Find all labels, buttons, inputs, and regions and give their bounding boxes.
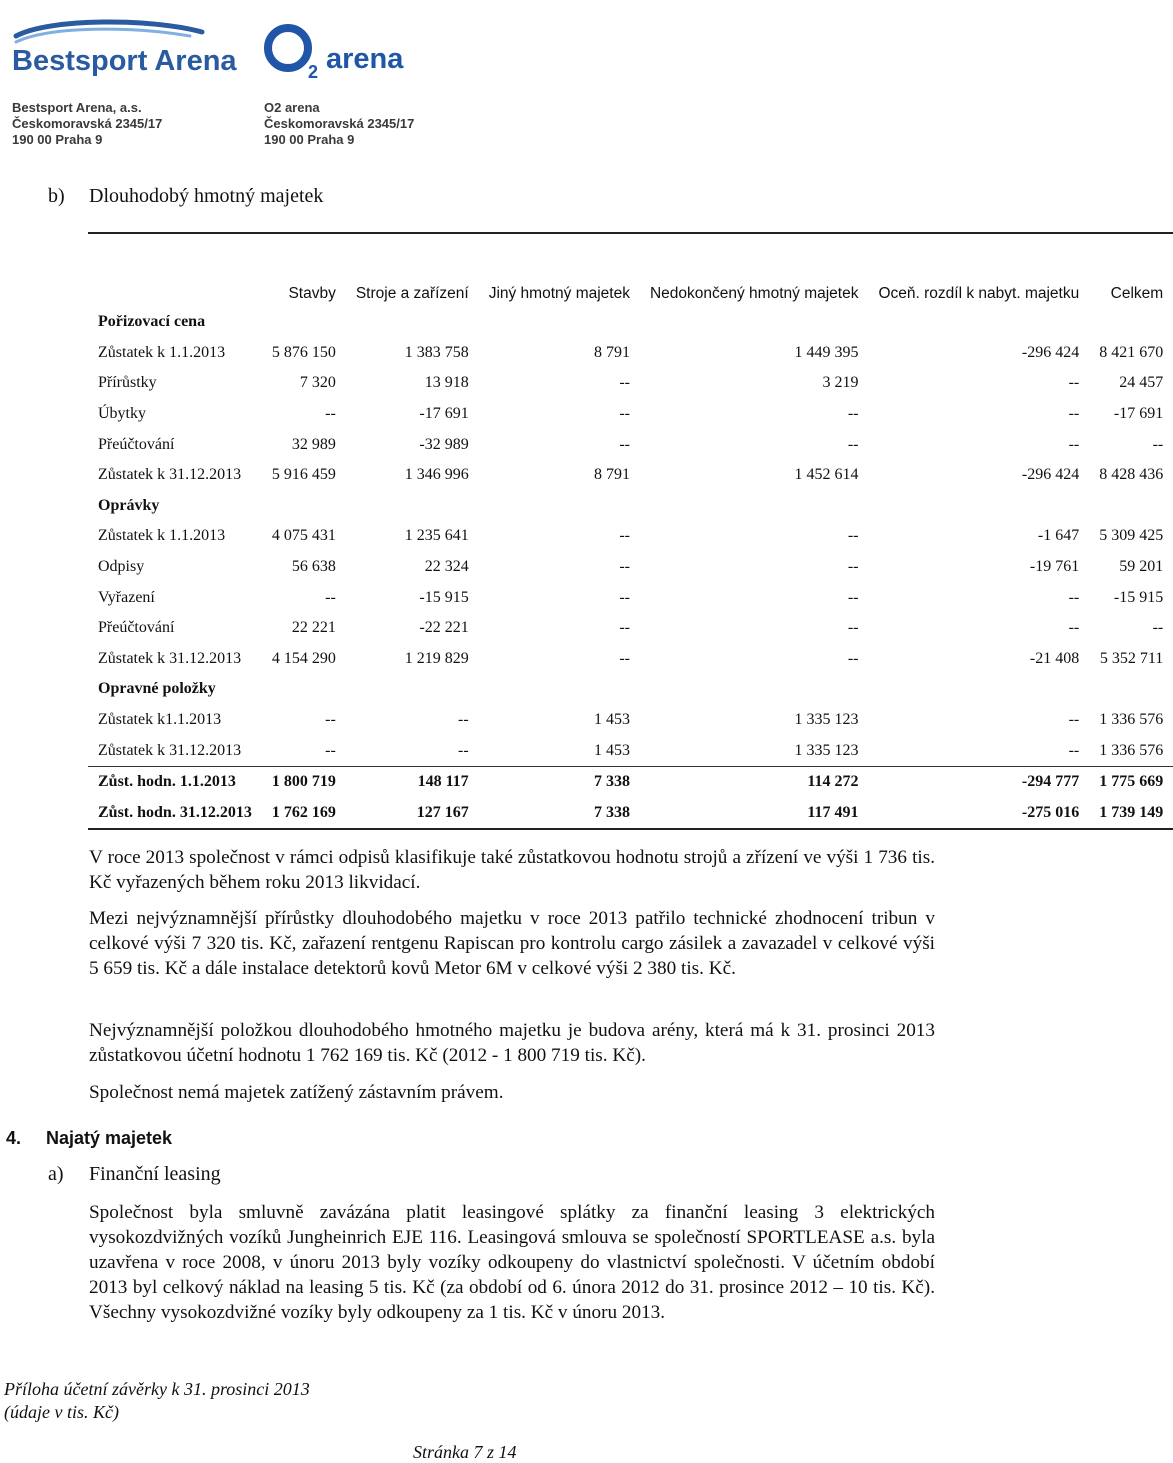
table-cell: -- bbox=[619, 619, 630, 637]
table-cell: -- bbox=[325, 711, 336, 729]
table-cell bbox=[1089, 491, 1173, 522]
table-cell: 56 638 bbox=[291, 558, 336, 576]
table-cell: 1 346 996 bbox=[404, 466, 469, 484]
table-cell: -- bbox=[847, 405, 859, 423]
row-label: Opravné položky bbox=[98, 680, 216, 698]
table-cell: 5 916 459 bbox=[271, 466, 336, 484]
section-4-heading bbox=[6, 1128, 172, 1149]
table-cell bbox=[1089, 674, 1173, 705]
table-cell: -296 424 bbox=[1021, 466, 1080, 484]
table-cell: -32 989 bbox=[419, 435, 469, 453]
table-cell: -- bbox=[619, 649, 630, 667]
table-cell bbox=[262, 307, 346, 338]
table-cell: -- bbox=[847, 435, 859, 453]
table-cell bbox=[479, 491, 640, 522]
section-b-heading bbox=[48, 185, 323, 208]
row-label: Odpisy bbox=[98, 558, 145, 576]
section-b-title: Dlouhodobý hmotný majetek bbox=[89, 185, 324, 207]
table-cell bbox=[262, 674, 346, 705]
address-left-line-2: Českomoravská 2345/17 bbox=[12, 116, 163, 131]
table-cell bbox=[640, 491, 869, 522]
address-right-line-1: O2 arena bbox=[264, 100, 320, 115]
table-row bbox=[88, 735, 1173, 766]
table-row bbox=[88, 399, 1173, 430]
paragraph-additions: Mezi nejvýznamnější přírůstky dlouhodobého majetku v roce 2013 patřilo technické zhodnocení tribun v celkové výši 7 320 tis. Kč, zařazení rentgenu Rapiscan pro kontrolu cargo zásilek a zavazadel v celkové výši 5 659 tis. Kč a dále instalace detektorů kovů Metor 6M v celkové výši 2 380 tis. Kč. bbox=[89, 908, 935, 979]
table-row bbox=[88, 460, 1173, 491]
address-right-line-3: 190 00 Praha 9 bbox=[264, 132, 355, 147]
table-header-cell: Nedokončený hmotný majetek bbox=[640, 233, 869, 307]
table-cell: -17 691 bbox=[419, 405, 469, 423]
table-cell: 1 453 bbox=[593, 741, 630, 759]
table-cell: -275 016 bbox=[868, 798, 1089, 830]
table-cell: -21 408 bbox=[1029, 649, 1080, 667]
table-row bbox=[88, 644, 1173, 675]
table-cell: -- bbox=[1152, 619, 1164, 637]
row-label: Zůstatek k 31.12.2013 bbox=[98, 649, 242, 667]
table-cell: -- bbox=[325, 588, 336, 606]
table-header-cell: Oceň. rozdíl k nabyt. majetku bbox=[868, 233, 1089, 307]
table-cell: -- bbox=[1068, 588, 1080, 606]
table-cell: 1 739 149 bbox=[1089, 798, 1173, 830]
footer-line-2: (údaje v tis. Kč) bbox=[4, 1402, 119, 1422]
table-cell: -- bbox=[1068, 374, 1080, 392]
table-cell: 7 338 bbox=[479, 798, 640, 830]
table-cell: -- bbox=[619, 558, 630, 576]
table-cell: 4 075 431 bbox=[271, 527, 336, 545]
table-cell: 114 272 bbox=[640, 766, 869, 797]
row-label: Zůstatek k 1.1.2013 bbox=[98, 527, 226, 545]
table-cell bbox=[346, 307, 479, 338]
paragraph-pledge: Společnost nemá majetek zatížený zástavním právem. bbox=[89, 1082, 504, 1103]
section-a-heading bbox=[48, 1163, 221, 1186]
table-cell: -- bbox=[458, 711, 469, 729]
row-label: Zůst. hodn. 31.12.2013 bbox=[88, 798, 262, 830]
table-row bbox=[88, 338, 1173, 369]
row-label: Oprávky bbox=[98, 496, 160, 514]
table-cell: -- bbox=[619, 588, 630, 606]
table-cell: -1 647 bbox=[1037, 527, 1080, 545]
table-cell: 5 309 425 bbox=[1099, 527, 1164, 545]
section-a-title: Finanční leasing bbox=[89, 1163, 221, 1185]
table-cell: 127 167 bbox=[346, 798, 479, 830]
table-row bbox=[88, 429, 1173, 460]
table-row bbox=[88, 766, 1173, 797]
table-cell: -- bbox=[1068, 435, 1080, 453]
table-cell: 1 235 641 bbox=[404, 527, 469, 545]
address-left-line-3: 190 00 Praha 9 bbox=[12, 132, 103, 147]
table-cell: 1 383 758 bbox=[404, 343, 469, 361]
table-cell bbox=[1089, 307, 1173, 338]
table-cell: -22 221 bbox=[419, 619, 469, 637]
table-cell: -15 915 bbox=[1113, 588, 1164, 606]
table-header-row bbox=[88, 233, 1173, 307]
row-label: Přeúčtování bbox=[98, 435, 175, 453]
row-label: Zůst. hodn. 1.1.2013 bbox=[88, 766, 262, 797]
table-cell: -- bbox=[1152, 435, 1164, 453]
table-cell: 1 336 576 bbox=[1099, 711, 1164, 729]
section-4-number: 4. bbox=[6, 1128, 22, 1148]
footer-caption bbox=[4, 1378, 310, 1424]
bestsport-arena-logo bbox=[10, 22, 237, 87]
table-cell bbox=[868, 491, 1089, 522]
table-cell: -294 777 bbox=[868, 766, 1089, 797]
table-cell: -- bbox=[847, 649, 859, 667]
asset-table bbox=[88, 232, 1173, 830]
table-cell: 24 457 bbox=[1119, 374, 1164, 392]
table-section-row bbox=[88, 674, 1173, 705]
table-cell: -- bbox=[325, 741, 336, 759]
page-number: Stránka 7 z 14 bbox=[413, 1442, 517, 1462]
table-cell: 1 775 669 bbox=[1089, 766, 1173, 797]
table-row bbox=[88, 705, 1173, 736]
table-cell: 1 219 829 bbox=[404, 649, 469, 667]
table-header-cell: Stroje a zařízení bbox=[346, 233, 479, 307]
table-header-cell: Stavby bbox=[262, 233, 346, 307]
svg-text:arena: arena bbox=[326, 43, 404, 75]
table-header-cell bbox=[88, 233, 262, 307]
table-cell: 4 154 290 bbox=[271, 649, 336, 667]
table-cell: 22 324 bbox=[424, 558, 469, 576]
table-row bbox=[88, 798, 1173, 830]
table-cell: -- bbox=[1068, 619, 1080, 637]
row-label: Zůstatek k 1.1.2013 bbox=[98, 343, 226, 361]
table-cell bbox=[640, 307, 869, 338]
table-cell: -- bbox=[1068, 405, 1080, 423]
table-cell: -15 915 bbox=[419, 588, 469, 606]
address-left-line-1: Bestsport Arena, a.s. bbox=[12, 100, 142, 115]
section-b-letter: b) bbox=[48, 185, 65, 207]
table-cell: 8 791 bbox=[593, 466, 630, 484]
table-cell: 1 453 bbox=[593, 711, 630, 729]
table-cell: 148 117 bbox=[346, 766, 479, 797]
row-label: Úbytky bbox=[98, 405, 146, 423]
table-row bbox=[88, 521, 1173, 552]
table-cell: 5 352 711 bbox=[1099, 649, 1164, 667]
table-row bbox=[88, 582, 1173, 613]
address-right-line-2: Českomoravská 2345/17 bbox=[264, 116, 415, 131]
table-cell: 1 335 123 bbox=[794, 711, 859, 729]
table-cell: 8 428 436 bbox=[1099, 466, 1164, 484]
table-cell bbox=[262, 491, 346, 522]
table-cell: -- bbox=[619, 374, 630, 392]
table-cell: -- bbox=[458, 741, 469, 759]
table-cell bbox=[346, 674, 479, 705]
table-cell bbox=[346, 491, 479, 522]
table-cell: 5 876 150 bbox=[271, 343, 336, 361]
row-label: Zůstatek k 31.12.2013 bbox=[98, 741, 242, 759]
paragraph-arena-building: Nejvýznamnější položkou dlouhodobého hmotného majetku je budova arény, která má k 31. prosinci 2013 zůstatkovou účetní hodnotu 1 762 169 tis. Kč (2012 - 1 800 719 tis. Kč). bbox=[89, 1020, 935, 1066]
table-cell: -- bbox=[847, 558, 859, 576]
table-cell bbox=[868, 674, 1089, 705]
o2-arena-logo bbox=[262, 18, 422, 95]
table-cell: -- bbox=[619, 435, 630, 453]
table-row bbox=[88, 613, 1173, 644]
table-cell: 3 219 bbox=[822, 374, 859, 392]
row-label: Zůstatek k1.1.2013 bbox=[98, 711, 222, 729]
table-cell: 1 452 614 bbox=[794, 466, 859, 484]
table-cell: -- bbox=[325, 405, 336, 423]
table-cell bbox=[868, 307, 1089, 338]
address-right bbox=[264, 100, 414, 148]
table-cell: -- bbox=[847, 588, 859, 606]
table-cell: 22 221 bbox=[291, 619, 336, 637]
row-label: Přeúčtování bbox=[98, 619, 175, 637]
table-cell: 1 335 123 bbox=[794, 741, 859, 759]
row-label: Zůstatek k 31.12.2013 bbox=[98, 466, 242, 484]
table-cell: 1 336 576 bbox=[1099, 741, 1164, 759]
table-cell: -17 691 bbox=[1113, 405, 1164, 423]
table-cell bbox=[479, 307, 640, 338]
table-header-cell: Celkem bbox=[1089, 233, 1173, 307]
table-section-row bbox=[88, 491, 1173, 522]
table-cell bbox=[479, 674, 640, 705]
row-label: Přírůstky bbox=[98, 374, 157, 392]
table-cell: 8 791 bbox=[593, 343, 630, 361]
table-cell: 1 762 169 bbox=[262, 798, 346, 830]
paragraph-write-off: V roce 2013 společnost v rámci odpisů klasifikuje také zůstatkovou hodnotu strojů a zřízení ve výši 1 736 tis. Kč vyřazených během roku 2013 likvidací. bbox=[89, 847, 935, 893]
row-label: Pořizovací cena bbox=[98, 313, 206, 331]
table-row bbox=[88, 368, 1173, 399]
table-cell: -- bbox=[619, 527, 630, 545]
row-label: Vyřazení bbox=[98, 588, 155, 606]
table-header-cell: Jiný hmotný majetek bbox=[479, 233, 640, 307]
table-cell: -296 424 bbox=[1021, 343, 1080, 361]
table-cell: -- bbox=[1068, 711, 1080, 729]
table-cell: 59 201 bbox=[1119, 558, 1164, 576]
table-cell bbox=[640, 674, 869, 705]
bestsport-logo-text: Bestsport Arena bbox=[12, 45, 237, 77]
table-cell: -- bbox=[619, 405, 630, 423]
table-cell: -19 761 bbox=[1029, 558, 1080, 576]
table-cell: 1 449 395 bbox=[794, 343, 859, 361]
section-a-letter: a) bbox=[48, 1163, 64, 1185]
table-cell: 7 338 bbox=[479, 766, 640, 797]
table-cell: 13 918 bbox=[424, 374, 469, 392]
table-row bbox=[88, 552, 1173, 583]
address-left bbox=[12, 100, 162, 148]
paragraph-leasing: Společnost byla smluvně zavázána platit leasingové splátky za finanční leasing 3 elektrických vysokozdvižných vozíků Jungheinrich EJE 116. Leasingová smlouva se společností SPORTLEASE a.s. byla uzavřena v roce 2008, v únoru 2013 byly vozíky odkoupeny do vlastnictví společnosti. V účetním období 2013 byl celkový náklad na leasing 5 tis. Kč (za období od 6. února 2012 do 31. prosince 2012 – 10 tis. Kč). Všechny vysokozdvižné vozíky byly odkoupeny za 1 tis. Kč v únoru 2013. bbox=[89, 1202, 935, 1323]
table-cell: 117 491 bbox=[640, 798, 869, 830]
table-cell: 7 320 bbox=[299, 374, 336, 392]
section-4-title: Najatý majetek bbox=[46, 1128, 173, 1148]
table-cell: -- bbox=[1068, 741, 1080, 759]
table-section-row bbox=[88, 307, 1173, 338]
table-cell: -- bbox=[847, 527, 859, 545]
svg-text:2: 2 bbox=[308, 62, 319, 82]
table-cell: 32 989 bbox=[291, 435, 336, 453]
footer-line-1: Příloha účetní závěrky k 31. prosinci 2013 bbox=[4, 1379, 310, 1399]
table-cell: -- bbox=[847, 619, 859, 637]
table-cell: 8 421 670 bbox=[1099, 343, 1164, 361]
table-cell: 1 800 719 bbox=[262, 766, 346, 797]
